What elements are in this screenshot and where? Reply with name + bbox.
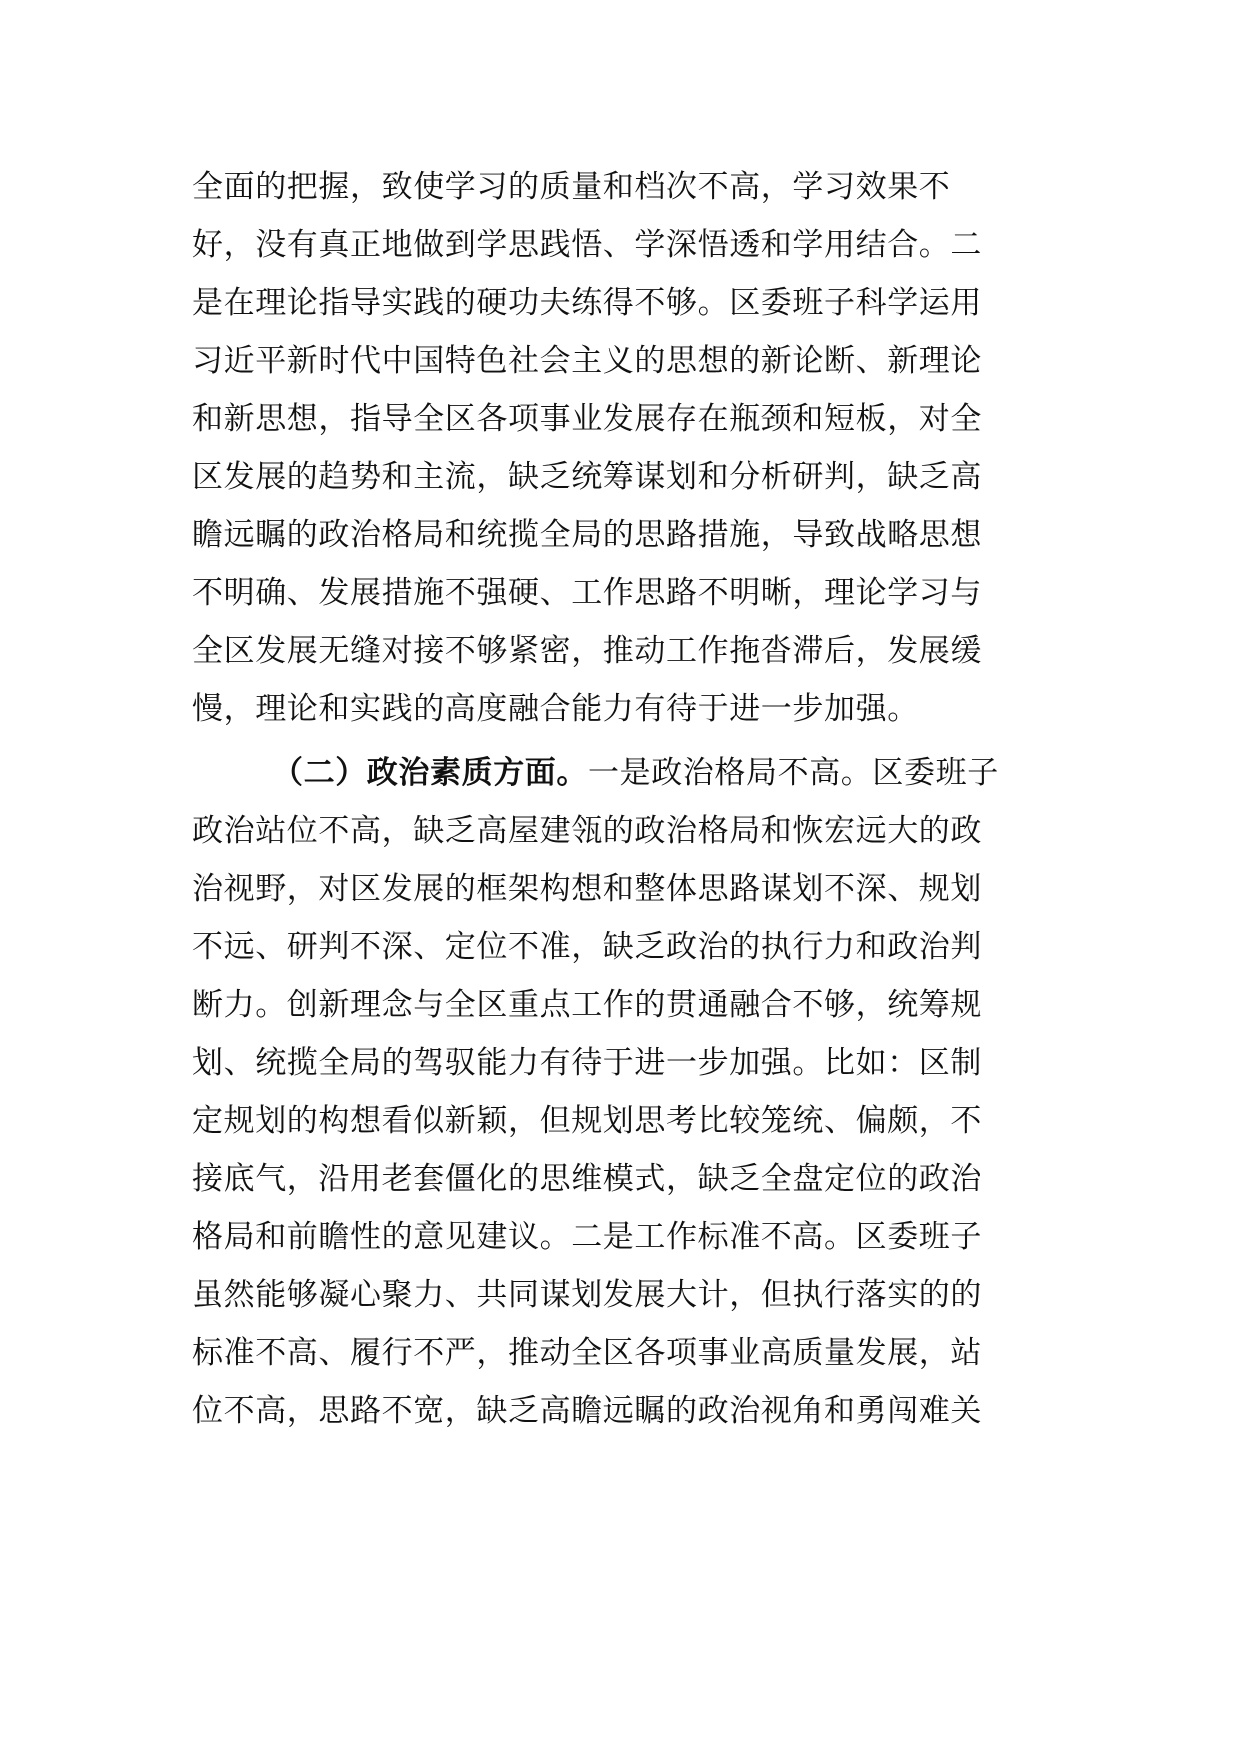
paragraph-line: 政治站位不高，缺乏高屋建瓴的政治格局和恢宏远大的政 <box>192 813 982 849</box>
paragraph-line: 是在理论指导实践的硬功夫练得不够。区委班子科学运用 <box>192 285 982 321</box>
paragraph-line: 全面的把握，致使学习的质量和档次不高，学习效果不 <box>192 169 951 205</box>
paragraph-line: 位不高，思路不宽，缺乏高瞻远瞩的政治视角和勇闯难关 <box>192 1393 982 1429</box>
paragraph-line: 治视野，对区发展的框架构想和整体思路谋划不深、规划 <box>192 871 982 907</box>
paragraph-line: 不远、研判不深、定位不准，缺乏政治的执行力和政治判 <box>192 929 982 965</box>
paragraph-line: 接底气，沿用老套僵化的思维模式，缺乏全盘定位的政治 <box>192 1161 982 1197</box>
paragraph-line: 好，没有真正地做到学思践悟、学深悟透和学用结合。二 <box>192 227 982 263</box>
paragraph-line: 定规划的构想看似新颖，但规划思考比较笼统、偏颇，不 <box>192 1103 982 1139</box>
paragraph-line: 区发展的趋势和主流，缺乏统筹谋划和分析研判，缺乏高 <box>192 459 982 495</box>
paragraph-line: 标准不高、履行不严，推动全区各项事业高质量发展，站 <box>192 1335 982 1371</box>
paragraph-line: 全区发展无缝对接不够紧密，推动工作拖沓滞后，发展缓 <box>192 633 982 669</box>
paragraph-line: 慢，理论和实践的高度融合能力有待于进一步加强。 <box>192 691 919 727</box>
section-heading: （二）政治素质方面。 <box>272 755 588 791</box>
paragraph-line: 格局和前瞻性的意见建议。二是工作标准不高。区委班子 <box>192 1219 982 1255</box>
paragraph-first-line <box>192 744 1024 802</box>
paragraph-2 <box>192 744 1024 1440</box>
paragraph-1 <box>192 158 1024 738</box>
paragraph-line-rest: 一是政治格局不高。区委班子 <box>588 755 999 791</box>
paragraph-line: 虽然能够凝心聚力、共同谋划发展大计，但执行落实的的 <box>192 1277 982 1313</box>
paragraph-line: 和新思想，指导全区各项事业发展存在瓶颈和短板，对全 <box>192 401 982 437</box>
paragraph-line: 断力。创新理念与全区重点工作的贯通融合不够，统筹规 <box>192 987 982 1023</box>
paragraph-line: 划、统揽全局的驾驭能力有待于进一步加强。比如：区制 <box>192 1045 982 1081</box>
document-body <box>192 158 1024 1440</box>
paragraph-line: 瞻远瞩的政治格局和统揽全局的思路措施，导致战略思想 <box>192 517 982 553</box>
paragraph-line: 习近平新时代中国特色社会主义的思想的新论断、新理论 <box>192 343 982 379</box>
paragraph-line: 不明确、发展措施不强硬、工作思路不明晰，理论学习与 <box>192 575 982 611</box>
